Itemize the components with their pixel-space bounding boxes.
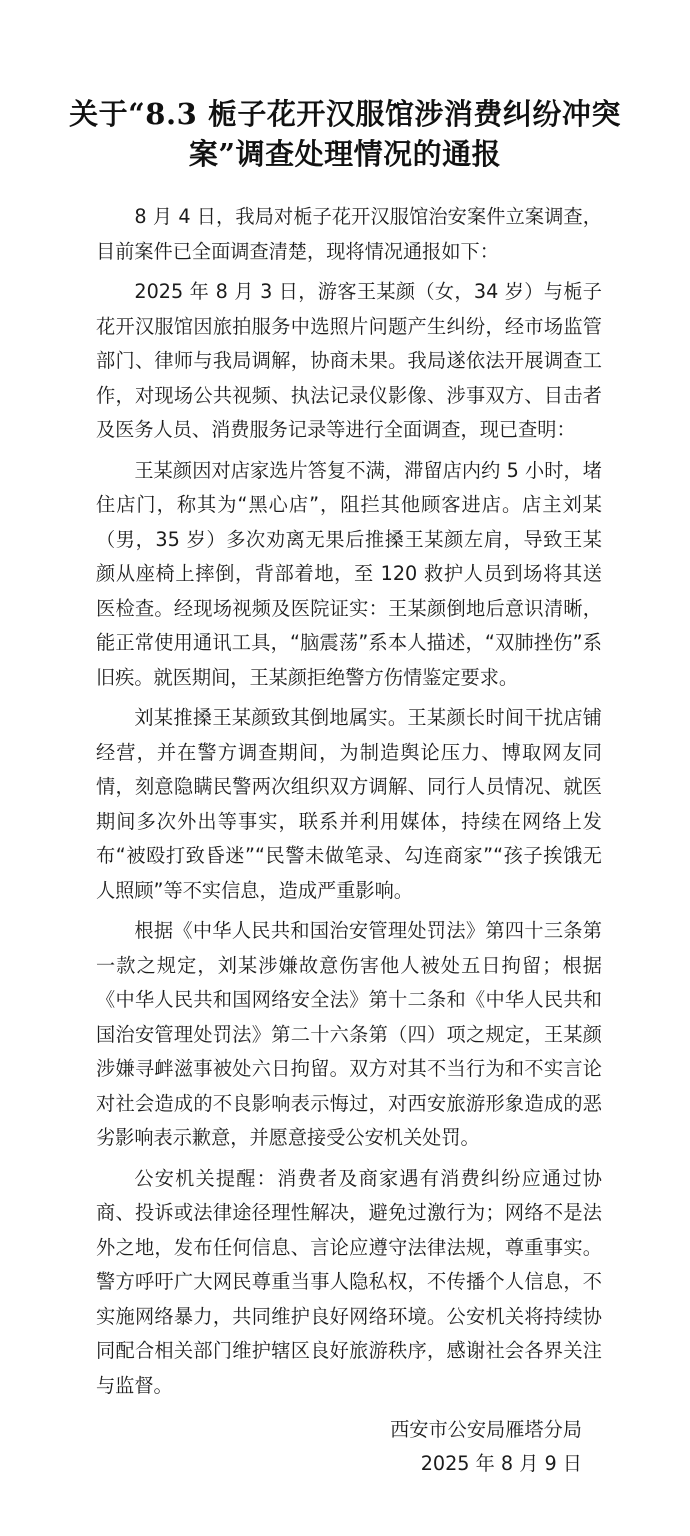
paragraph-incident: 2025 年 8 月 3 日，游客王某颜（女，34 岁）与栀子花开汉服馆因旅拍服务中选照片问题产生纠纷，经市场监管部门、律师与我局调解，协商未果。我局遂依法开展调查工作，对现场公共视频、执法记录仪影像、涉事双方、目击者及医务人员、消费服务记录等进行全面调查，现已查明： [96,280,602,441]
issue-date: 2025 年 8 月 9 日 [420,1452,582,1475]
paragraph-penalties: 根据《中华人民共和国治安管理处罚法》第四十三条第一款之规定，刘某涉嫌故意伤害他人被处五日拘留；根据《中华人民共和国网络安全法》第十二条和《中华人民共和国治安管理处罚法》第二十六条第（四）项之规定，王某颜涉嫌寻衅滋事被处六日拘留。双方对其不当行为和不实言论对社会造成的不良影响表示悔过，对西安旅游形象造成的恶劣影响表示歉意，并愿意接受公安机关处罚。 [96,919,602,1149]
document-title [0,94,690,174]
paragraph-findings: 王某颜因对店家选片答复不满，滞留店内约 5 小时，堵住店门，称其为“黑心店”，阻拦其他顾客进店。店主刘某（男，35 岁）多次劝离无果后推搡王某颜左肩，导致王某颜从座椅上摔倒，背部着地，至 120 救护人员到场将其送医检查。经现场视频及医院证实：王某颜倒地后意识清晰，能正常使用通讯工具，“脑震荡”系本人描述，“双肺挫伤”系旧疾。就医期间，王某颜拒绝警方伤情鉴定要求。 [96,458,602,689]
title-line-2: 案”调查处理情况的通报 [188,137,502,171]
signature-block [390,1413,582,1481]
paragraph-intro: 8 月 4 日，我局对栀子花开汉服馆治安案件立案调查，目前案件已全面调查清楚，现将情况通报如下： [96,205,602,263]
issuer-name: 西安市公安局雁塔分局 [390,1418,582,1441]
paragraph-misinformation: 刘某推搡王某颜致其倒地属实。王某颜长时间干扰店铺经营，并在警方调查期间，为制造舆论压力、博取网友同情，刻意隐瞒民警两次组织双方调解、同行人员情况、就医期间多次外出等事实，联系并利用媒体，持续在网络上发布“被殴打致昏迷”“民警未做笔录、勾连商家”“孩子挨饿无人照顾”等不实信息，造成严重影响。 [96,706,602,902]
document-body [96,200,602,1409]
title-line-1: 关于“8.3 栀子花开汉服馆涉消费纠纷冲突 [69,97,621,131]
paragraph-reminder: 公安机关提醒：消费者及商家遇有消费纠纷应通过协商、投诉或法律途径理性解决，避免过激行为；网络不是法外之地，发布任何信息、言论应遵守法律法规，尊重事实。警方呼吁广大网民尊重当事人隐私权，不传播个人信息，不实施网络暴力，共同维护良好网络环境。公安机关将持续协同配合相关部门维护辖区良好旅游秩序，感谢社会各界关注与监督。 [96,1166,602,1397]
